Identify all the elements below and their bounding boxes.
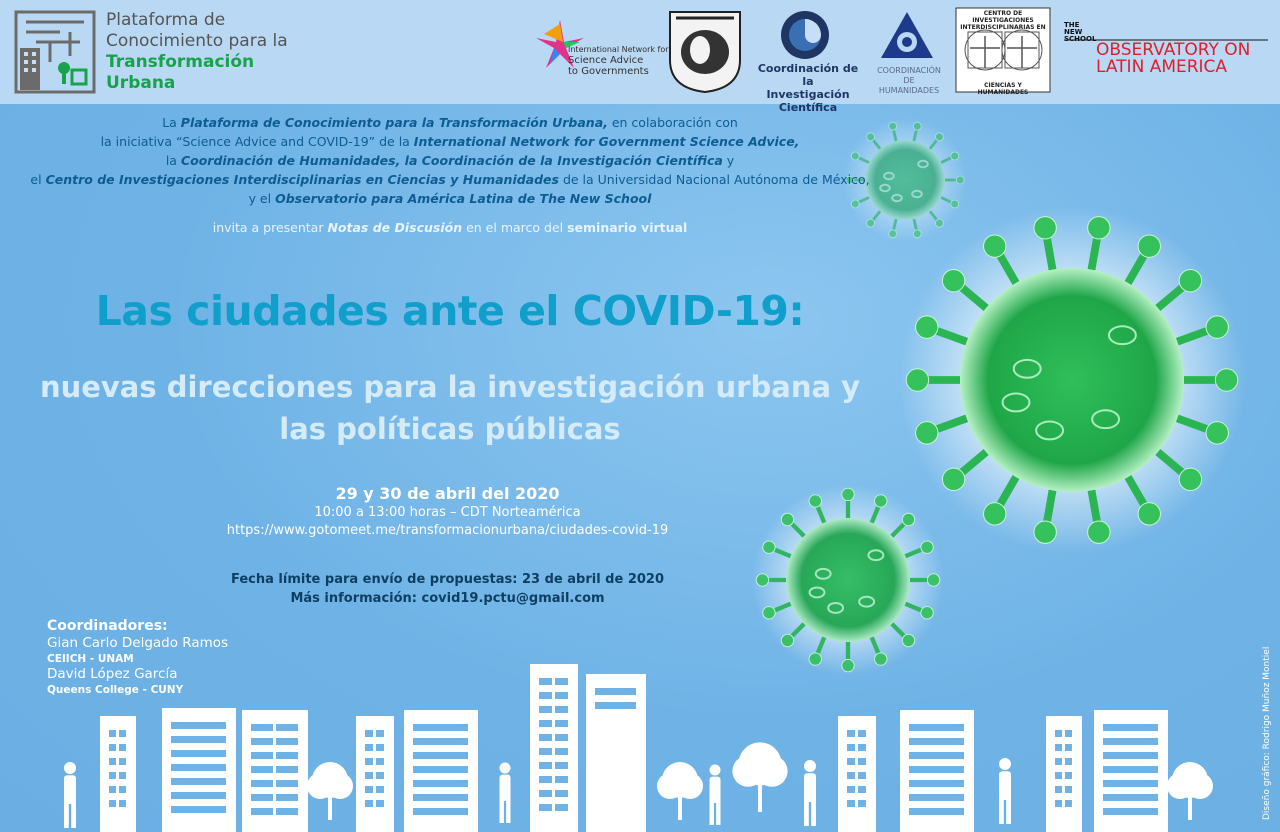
event-url-link[interactable]: https://www.gotomeet.me/transformacionurbana/ciudades-covid-19	[226, 523, 669, 538]
event-time: 10:00 a 13:00 horas – CDT Norteamérica	[314, 505, 581, 520]
logo-line: Urbana	[106, 73, 176, 93]
observatory-logo-text	[1096, 42, 1250, 76]
design-credit: Diseño gráfico: Rodrigo Muñoz Montiel	[1262, 646, 1272, 820]
cic-logo-icon	[781, 11, 829, 59]
ingsa-logo-text	[568, 44, 669, 77]
humanidades-logo-icon	[881, 12, 933, 58]
ingsa-line: to Governments	[568, 66, 649, 77]
observatory-line: LATIN AMERICA	[1096, 57, 1228, 77]
humanidades-logo-text	[872, 66, 946, 96]
subtitle-line: nuevas direcciones para la investigación urbana y	[39, 370, 861, 404]
ch-line: DE HUMANIDADES	[878, 76, 940, 95]
subtitle-line: las políticas públicas	[279, 412, 621, 446]
ingsa-line: Science Advice	[568, 55, 644, 66]
invite-line: invita a presentar Notas de Discusión en el marco del seminario virtual	[212, 220, 688, 235]
coordinator-affiliation: CEIICH - UNAM	[47, 653, 134, 665]
newschool-line: NEW	[1064, 28, 1083, 36]
newschool-line: SCHOOL	[1064, 35, 1097, 43]
platform-logo-icon	[16, 12, 94, 92]
virus-icon	[898, 206, 1245, 553]
ceiich-top-text: CENTRO DE INVESTIGACIONES INTERDISCIPLINARIAS EN	[960, 10, 1046, 31]
ingsa-line: International Network for	[568, 45, 669, 54]
ch-line: COORDINACIÓN	[877, 66, 941, 75]
coordinators-heading: Coordinadores:	[47, 618, 168, 634]
observatory-line: OBSERVATORY ON	[1096, 40, 1251, 60]
contact-info: Más información: covid19.pctu@gmail.com	[290, 591, 605, 606]
cic-logo-text	[752, 62, 864, 114]
cic-line: Coordinación de la	[757, 62, 859, 88]
newschool-line: THE	[1064, 21, 1080, 29]
event-date: 29 y 30 de abril del 2020	[335, 484, 560, 503]
unam-shield-icon	[670, 12, 740, 92]
coordinator-affiliation: Queens College - CUNY	[47, 684, 184, 696]
submission-deadline: Fecha límite para envío de propuestas: 23 de abril de 2020	[230, 572, 665, 587]
intro-paragraph: La Plataforma de Conocimiento para la Transformación Urbana, en colaboración con la iniciativa “Science Advice and COVID-19” de la International Network for Government Science Advice, la Coordinación de Humanidades, la Coordinación de la Investigación Científica y el Centro de Investigaciones Interdisciplinarias en Ciencias y Humanidades de la Universidad Nacional Autónoma de México, y el Observatorio para América Latina de The New School	[30, 115, 870, 206]
platform-logo-text	[106, 10, 288, 94]
city-skyline	[64, 664, 1213, 832]
cic-line: Investigación Científica	[766, 88, 850, 114]
page-title: Las ciudades ante el COVID-19:	[95, 287, 805, 335]
coordinator-name: David López García	[47, 666, 178, 682]
coordinator-name: Gian Carlo Delgado Ramos	[47, 635, 229, 651]
logo-line: Plataforma de	[106, 10, 226, 30]
coordinators-block	[47, 617, 228, 697]
newschool-logo-text	[1064, 22, 1096, 43]
logo-line: Transformación	[106, 52, 255, 72]
ceiich-bottom-text: CIENCIAS Y HUMANIDADES	[977, 82, 1029, 96]
page-subtitle	[0, 366, 900, 450]
logo-line: Conocimiento para la	[106, 31, 288, 51]
